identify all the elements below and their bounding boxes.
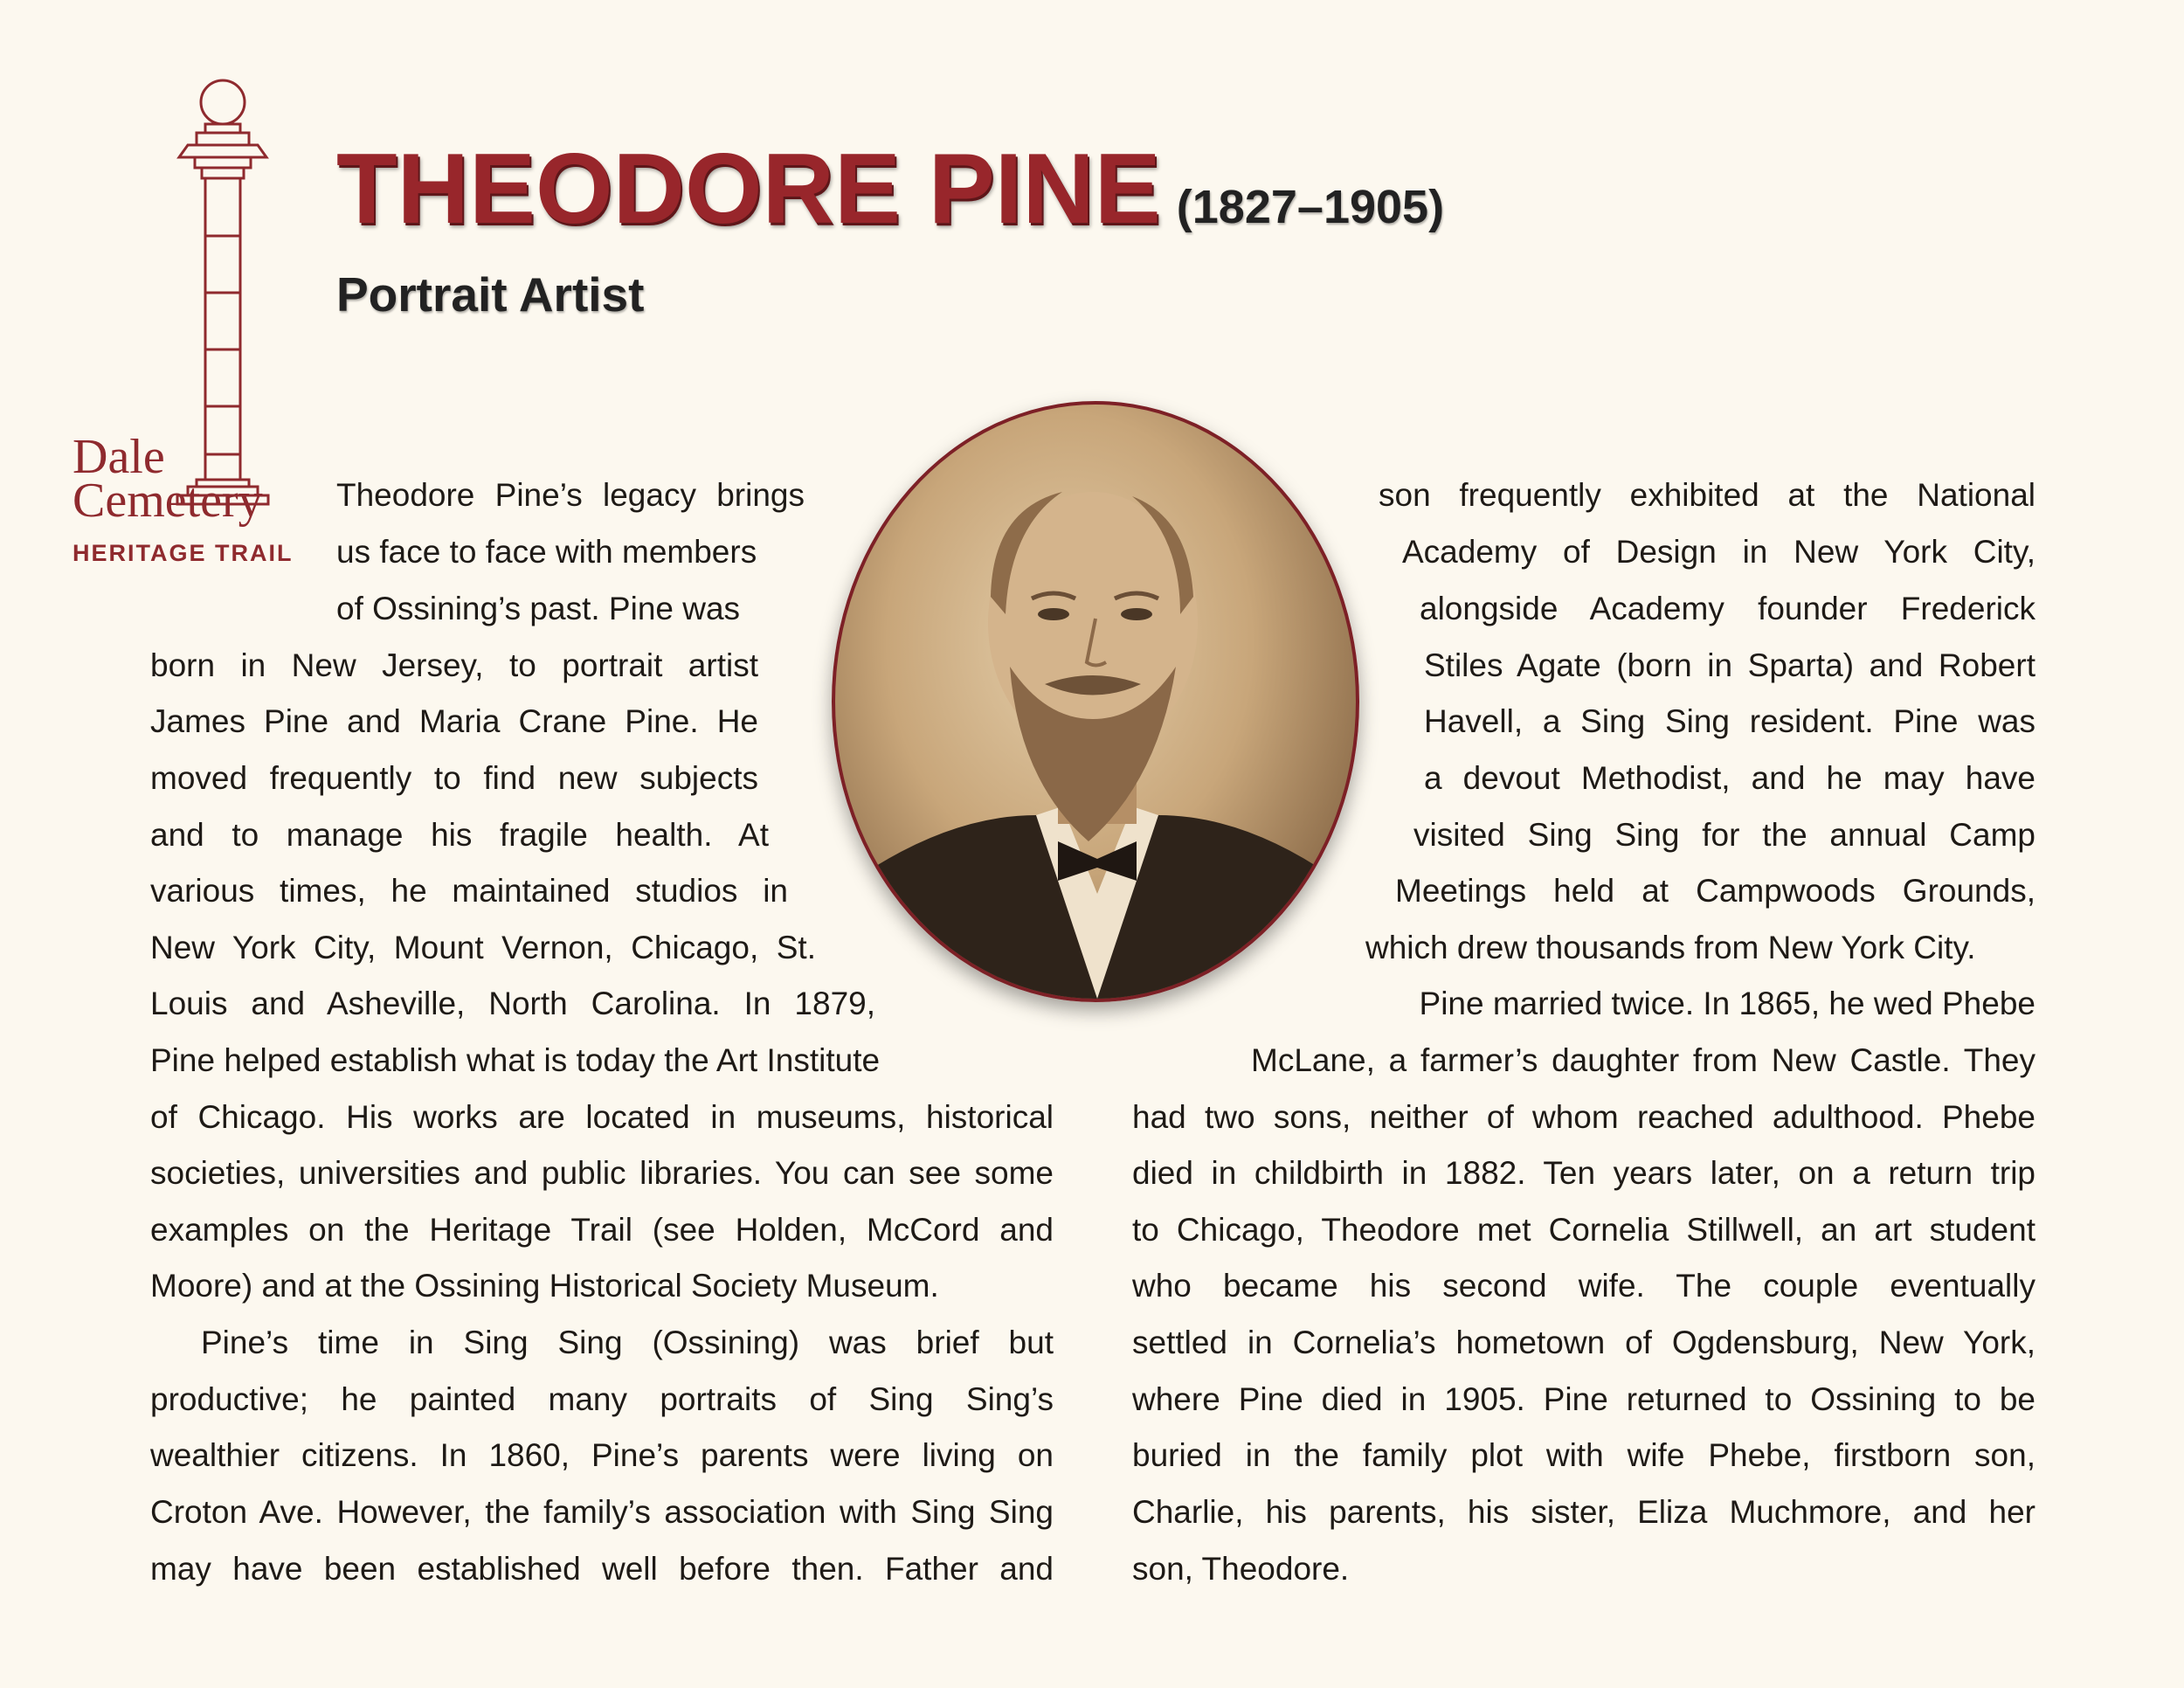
right-line-9: which drew thousands from New York City. [1365, 930, 1976, 965]
left-line-9: New York City, Mount Vernon, Chicago, St. [150, 930, 816, 965]
portrait-photo [832, 401, 1359, 1002]
left-line-16: Pine’s time in Sing Sing (Ossining) was brief but [201, 1325, 1054, 1360]
title-name: THEODORE PINE [336, 134, 1161, 245]
left-line-13: societies, universities and public libraries. You can see some [150, 1155, 1054, 1191]
left-line-17: productive; he painted many portraits of Sing Sing’s [150, 1381, 1054, 1417]
left-line-7: and to manage his fragile health. At [150, 817, 769, 853]
right-line-6: a devout Methodist, and he may have [1424, 760, 2035, 796]
left-line-14: examples on the Heritage Trail (see Holden, McCord and [150, 1212, 1054, 1248]
left-line-8: various times, he maintained studios in [150, 873, 788, 909]
logo-name-line1: Dale [73, 430, 165, 484]
title-years: (1827–1905) [1176, 181, 1445, 233]
left-line-1: Theodore Pine’s legacy brings [336, 477, 805, 513]
right-line-3: alongside Academy founder Frederick [1420, 591, 2035, 626]
right-line-17: where Pine died in 1905. Pine returned to Ossining to be [1132, 1381, 2035, 1417]
right-line-11: McLane, a farmer’s daughter from New Castle. They [1251, 1042, 2035, 1078]
logo-trail-label: HERITAGE TRAIL [73, 540, 294, 566]
right-line-19: Charlie, his parents, his sister, Eliza Muchmore, and her [1132, 1494, 2035, 1530]
left-line-20: may have been established well before then. Father and [150, 1551, 1054, 1587]
logo-name-line2: Cemetery [73, 474, 263, 528]
heritage-trail-logo [66, 70, 294, 577]
right-line-20: son, Theodore. [1132, 1551, 1350, 1587]
page-title [336, 134, 1445, 245]
left-line-3: of Ossining’s past. Pine was [336, 591, 741, 626]
left-line-5: James Pine and Maria Crane Pine. He [150, 703, 758, 739]
right-line-5: Havell, a Sing Sing resident. Pine was [1424, 703, 2035, 739]
left-line-18: wealthier citizens. In 1860, Pine’s parents were living on [150, 1437, 1054, 1473]
left-line-19: Croton Ave. However, the family’s association with Sing Sing [150, 1494, 1054, 1530]
right-line-7: visited Sing Sing for the annual Camp [1413, 817, 2035, 853]
right-line-15: who became his second wife. The couple eventually [1132, 1268, 2035, 1304]
left-line-12: of Chicago. His works are located in museums, historical [150, 1099, 1054, 1135]
left-line-6: moved frequently to find new subjects [150, 760, 758, 796]
portrait-image [835, 405, 1356, 999]
right-line-2: Academy of Design in New York City, [1402, 534, 2035, 570]
right-line-16: settled in Cornelia’s hometown of Ogdensburg, New York, [1132, 1325, 2035, 1360]
right-line-1: son frequently exhibited at the National [1379, 477, 2035, 513]
logo-wordmark [73, 430, 263, 528]
left-line-10: Louis and Asheville, North Carolina. In 1879, [150, 986, 875, 1021]
right-line-14: to Chicago, Theodore met Cornelia Stillwell, an art student [1132, 1212, 2035, 1248]
right-line-12: had two sons, neither of whom reached adulthood. Phebe [1132, 1099, 2035, 1135]
left-line-15: Moore) and at the Ossining Historical Society Museum. [150, 1268, 939, 1304]
left-line-4: born in New Jersey, to portrait artist [150, 647, 758, 683]
right-line-4: Stiles Agate (born in Sparta) and Robert [1424, 647, 2035, 683]
right-line-18: buried in the family plot with wife Phebe, firstborn son, [1132, 1437, 2035, 1473]
right-line-10: Pine married twice. In 1865, he wed Phebe [1419, 986, 2035, 1021]
right-line-8: Meetings held at Campwoods Grounds, [1395, 873, 2035, 909]
page-subtitle: Portrait Artist [336, 267, 645, 322]
right-line-13: died in childbirth in 1882. Ten years later, on a return trip [1132, 1155, 2035, 1191]
left-line-2: us face to face with members [336, 534, 757, 570]
left-line-11: Pine helped establish what is today the Art Institute [150, 1042, 881, 1078]
